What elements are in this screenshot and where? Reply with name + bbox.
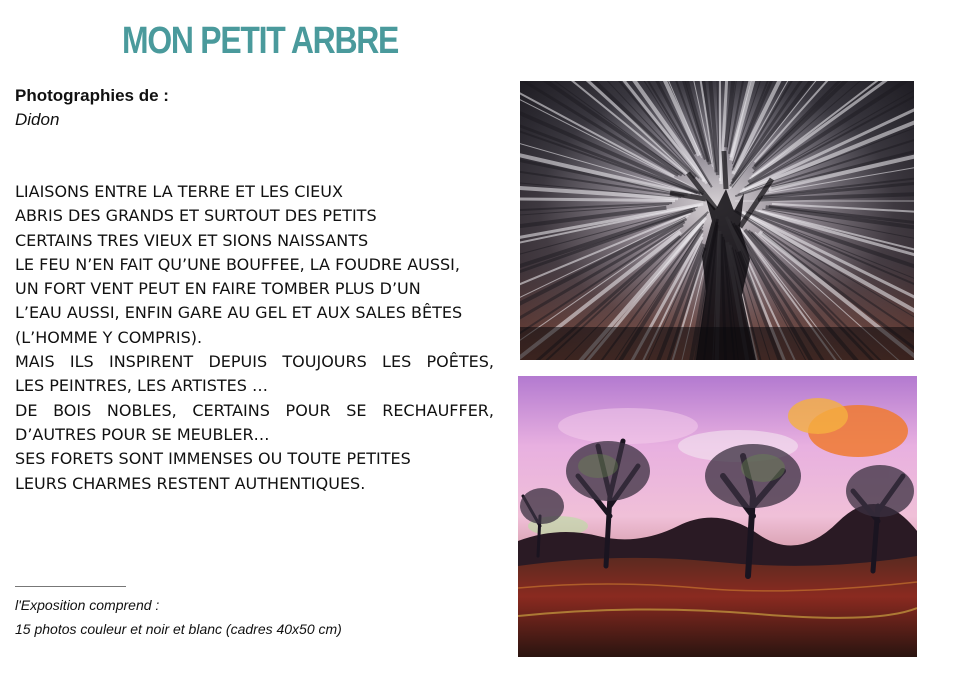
poem-line: (L’HOMME Y COMPRIS). [15, 327, 203, 347]
photographer-name: Didon [15, 110, 60, 129]
poem-line: LE FEU N’EN FAIT QU’UNE BOUFFEE, LA FOUDRE AUSSI, [15, 254, 460, 274]
poem-text [15, 180, 494, 496]
poem-line: CERTAINS TRES VIEUX ET SIONS NAISSANTS [15, 230, 369, 250]
exhibition-note-details: 15 photos couleur et noir et blanc (cadres 40x50 cm) [15, 621, 342, 637]
poem-line: ABRIS DES GRANDS ET SURTOUT DES PETITS [15, 206, 377, 226]
tree-zoom-photo [520, 81, 914, 360]
footnote-divider [15, 586, 126, 587]
poem-line: D’AUTRES POUR SE MEUBLER… [15, 424, 270, 444]
poem-line: LIAISONS ENTRE LA TERRE ET LES CIEUX [15, 182, 343, 201]
credit-label: Photographies de : [15, 86, 169, 105]
page-title: MON PETIT ARBRE [122, 20, 399, 62]
poem-line: L’EAU AUSSI, ENFIN GARE AU GEL ET AUX SALES BÊTES [15, 303, 463, 323]
poem-line: LEURS CHARMES RESTENT AUTHENTIQUES. [15, 473, 366, 493]
tree-landscape-photo [518, 376, 917, 657]
exhibition-note-heading: l'Exposition comprend : [15, 597, 160, 613]
poem-line: LES PEINTRES, LES ARTISTES … [15, 376, 268, 396]
poem-line: UN FORT VENT PEUT EN FAIRE TOMBER PLUS D’UN [15, 279, 421, 299]
poem-line: DE BOIS NOBLES, CERTAINS POUR SE RECHAUFFER, [15, 400, 494, 420]
poem-line: SES FORETS SONT IMMENSES OU TOUTE PETITES [15, 449, 411, 469]
poem-line: MAIS ILS INSPIRENT DEPUIS TOUJOURS LES POÊTES, [15, 352, 494, 372]
